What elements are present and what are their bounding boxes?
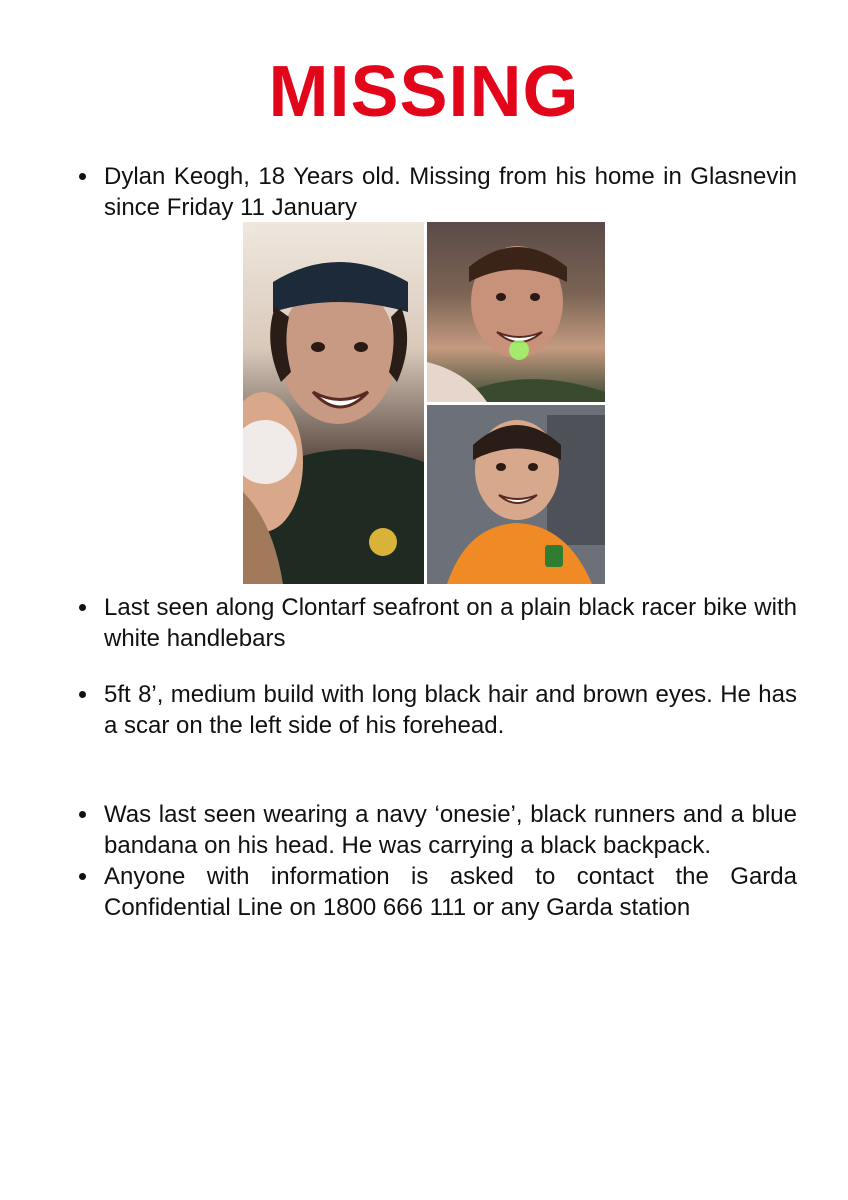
bullet-text: Dylan Keogh, 18 Years old. Missing from his home in Glasnevin since Friday 11 January: [104, 163, 797, 221]
bullet-text: 5ft 8’, medium build with long black hair and brown eyes. He has a scar on the left side of his forehead.: [104, 681, 797, 739]
bullet-dot-icon: [79, 691, 86, 698]
photo-bottom-right: [427, 405, 605, 584]
bullet-text: Anyone with information is asked to contact the Garda Confidential Line on 1800 666 111 or any Garda station: [104, 863, 797, 921]
bullet-item-identity: [104, 161, 797, 223]
bullet-item-contact: [104, 861, 797, 923]
bullet-dot-icon: [79, 811, 86, 818]
bullet-item-description: [104, 679, 797, 741]
bullet-dot-icon: [79, 604, 86, 611]
bullet-item-clothing: [104, 799, 797, 861]
bullet-item-last-seen: [104, 592, 797, 654]
bullet-text: Last seen along Clontarf seafront on a plain black racer bike with white handlebars: [104, 594, 797, 652]
poster-title: MISSING: [268, 52, 580, 132]
bullet-text: Was last seen wearing a navy ‘onesie’, black runners and a blue bandana on his head. He was carrying a black backpack.: [104, 801, 797, 859]
bullet-dot-icon: [79, 873, 86, 880]
photo-top-right: [427, 222, 605, 402]
bullet-dot-icon: [79, 173, 86, 180]
photo-main: [243, 222, 424, 584]
